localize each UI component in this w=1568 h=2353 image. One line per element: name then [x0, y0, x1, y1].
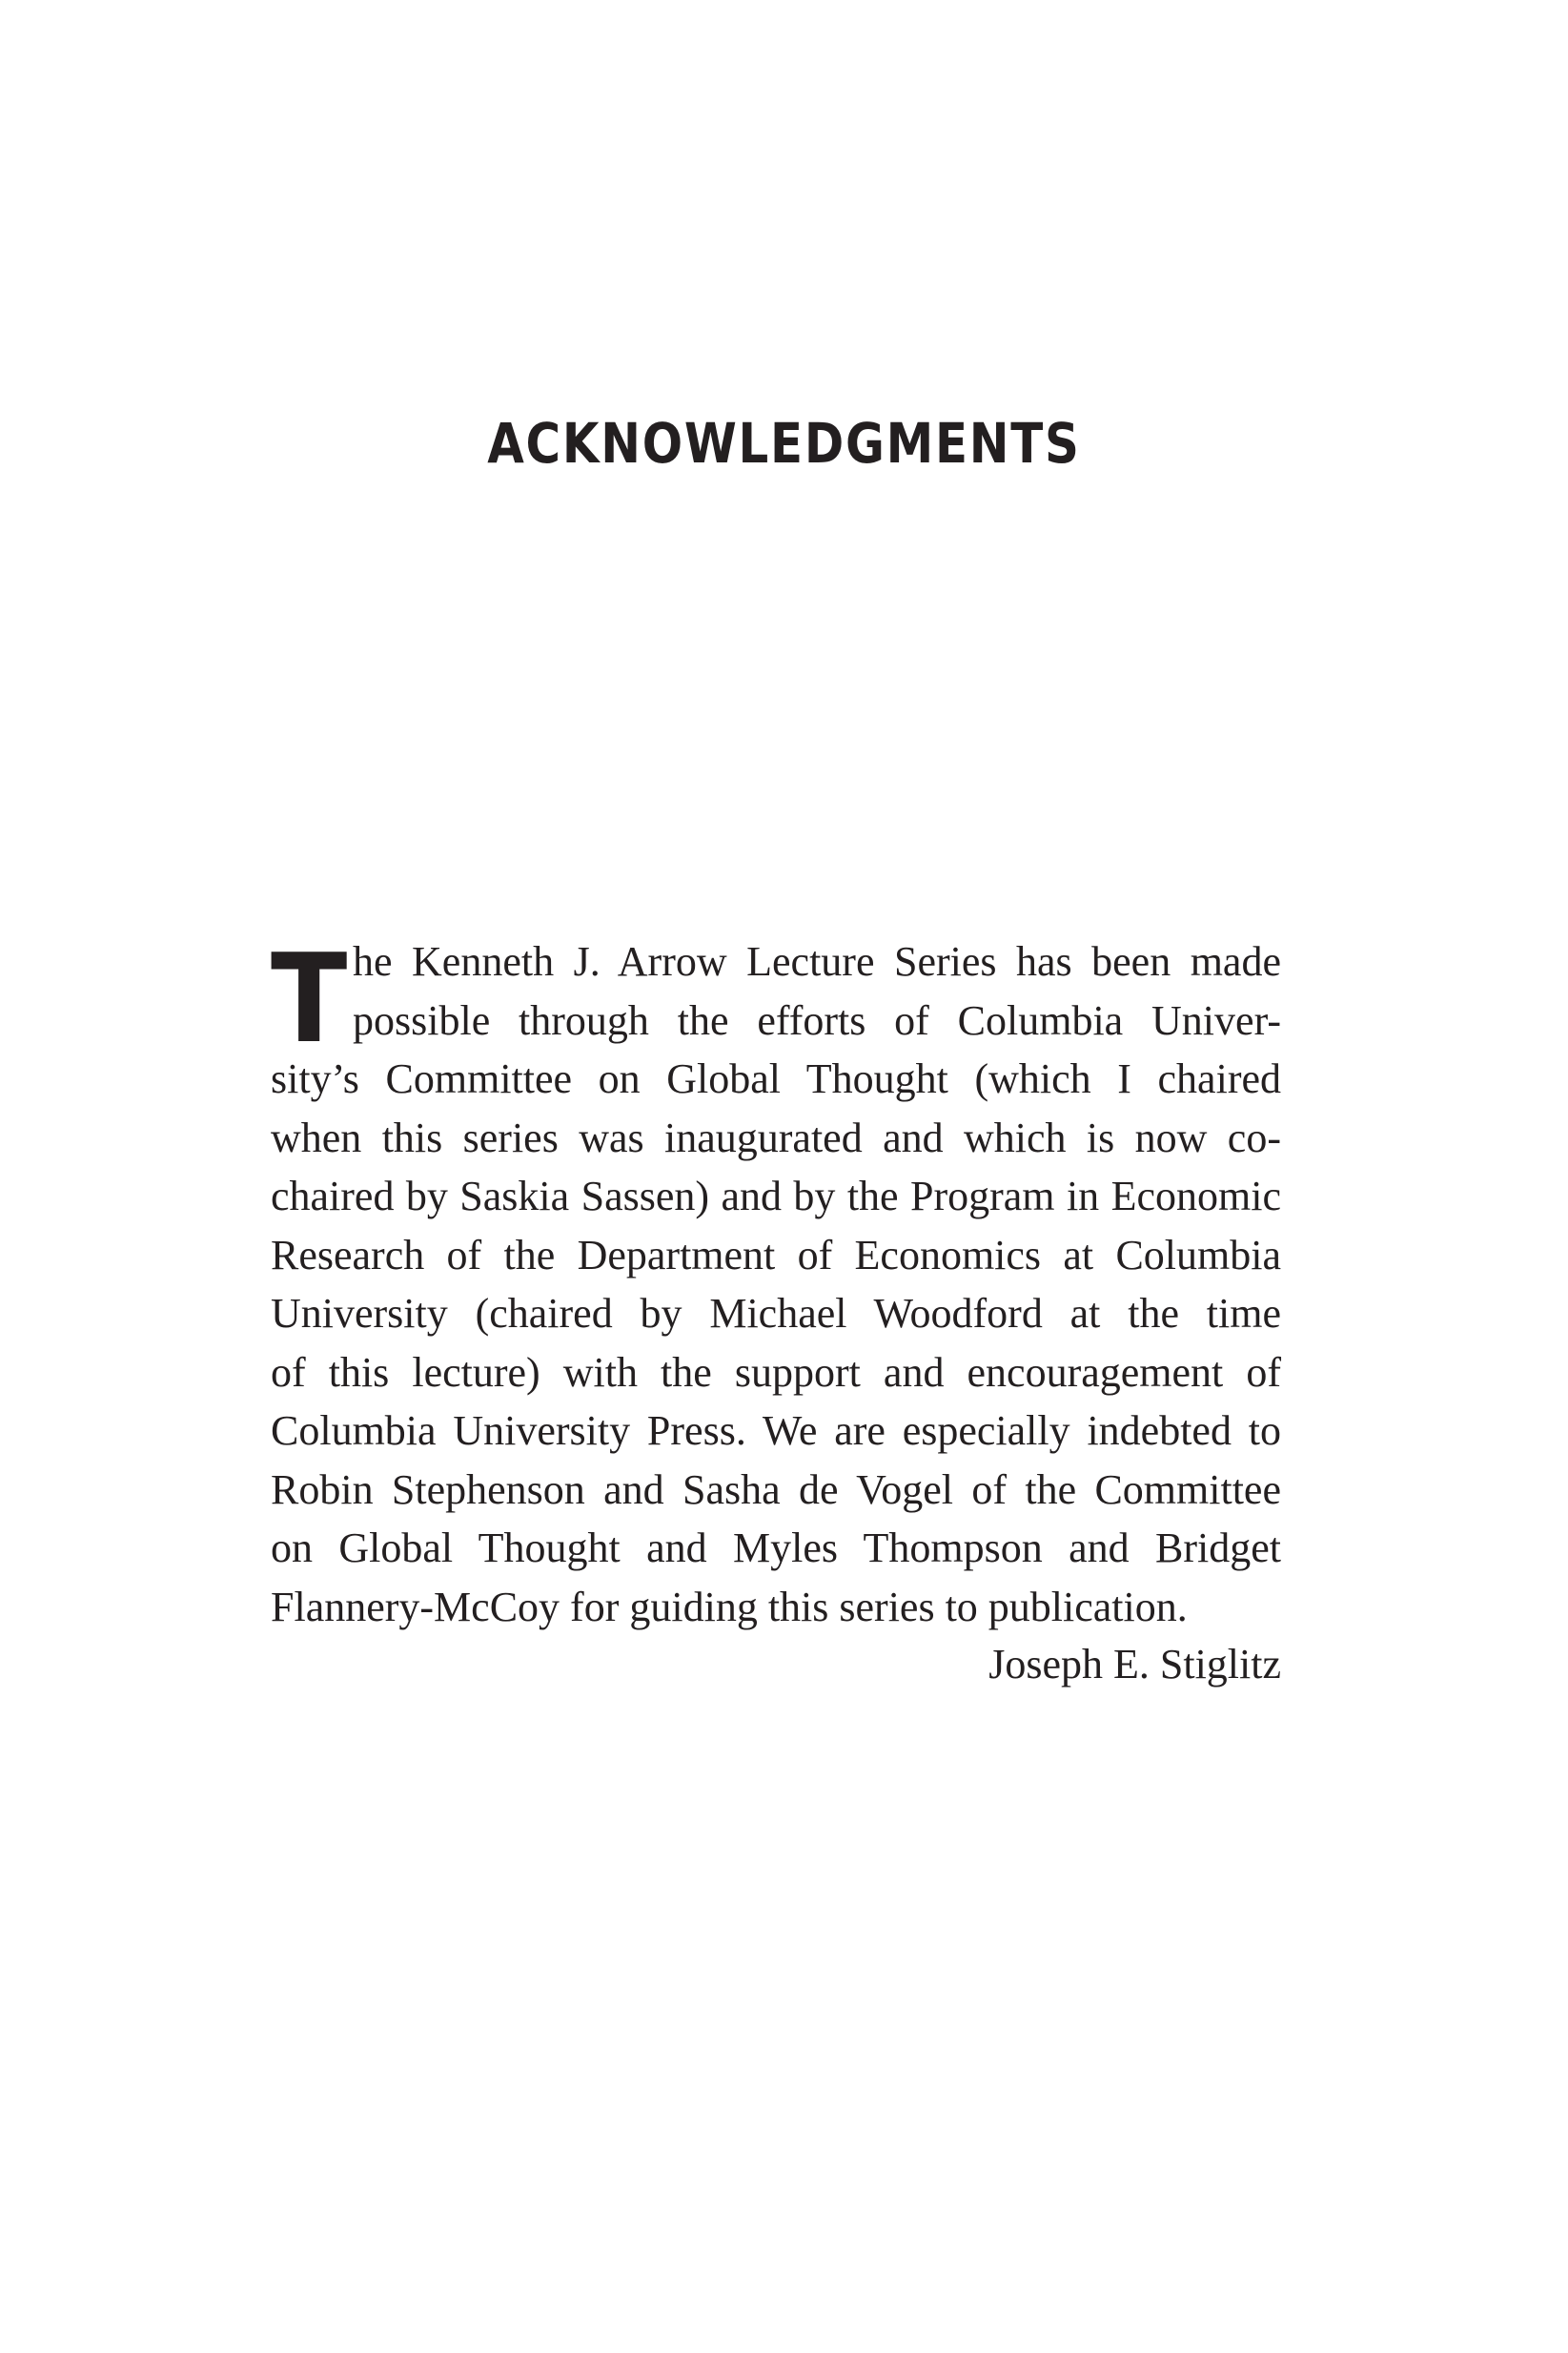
paragraph-line: when this series was inaugurated and which is now co-: [271, 1114, 1281, 1161]
paragraph-line: he Kenneth J. Arrow Lecture Series has been made: [353, 938, 1281, 985]
paragraph-line: Columbia University Press. We are especially indebted to: [271, 1407, 1281, 1454]
paragraph-line: Flannery-McCoy for guiding this series to publication.: [271, 1583, 1188, 1630]
paragraph-line: possible through the efforts of Columbia Univer-: [353, 996, 1281, 1044]
paragraph-line: chaired by Saskia Sassen) and by the Program in Economic: [271, 1173, 1281, 1219]
page-title: ACKNOWLEDGMENTS: [487, 411, 1081, 476]
drop-cap: T: [271, 929, 348, 1071]
acknowledgments-paragraph: [271, 929, 1281, 1636]
paragraph-line: University (chaired by Michael Woodford at the time: [271, 1290, 1281, 1337]
author-signature: Joseph E. Stiglitz: [988, 1641, 1281, 1688]
paragraph-line: Robin Stephenson and Sasha de Vogel of the Committee: [271, 1465, 1281, 1513]
paragraph-line: of this lecture) with the support and encouragement of: [271, 1348, 1281, 1396]
paragraph-line: sity’s Committee on Global Thought (which I chaired: [271, 1055, 1281, 1102]
paragraph-line: Research of the Department of Economics at Columbia: [271, 1231, 1281, 1279]
paragraph-line: on Global Thought and Myles Thompson and Bridget: [271, 1524, 1281, 1571]
